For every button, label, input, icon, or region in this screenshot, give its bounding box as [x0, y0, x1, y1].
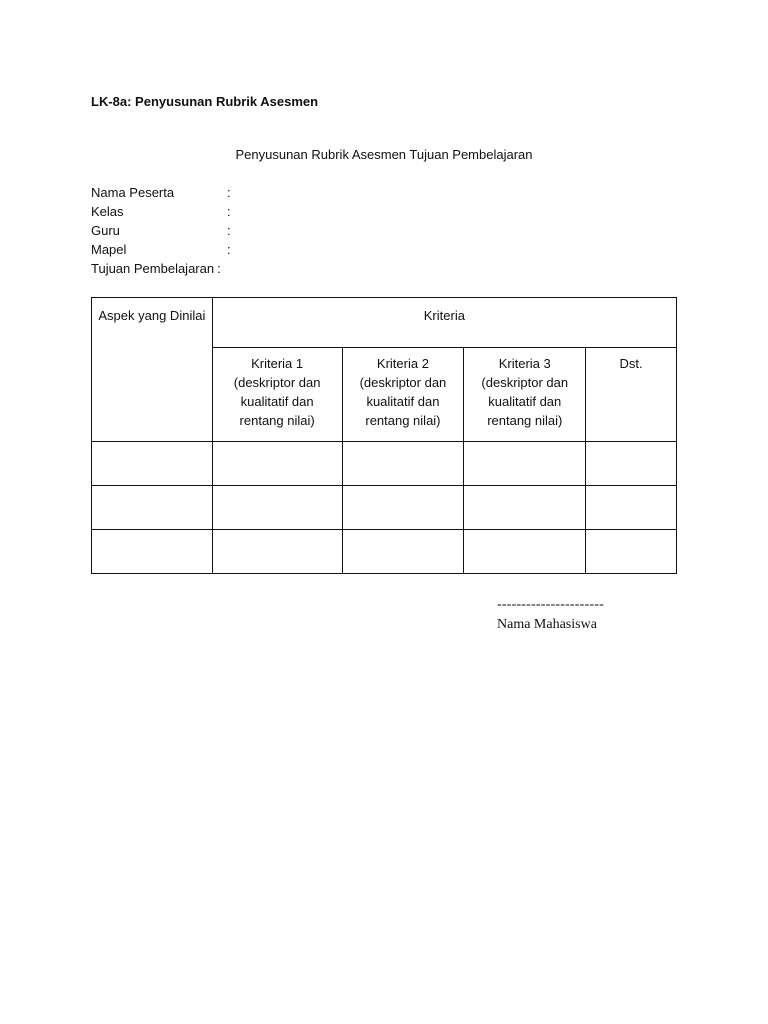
- field-nama-peserta: [91, 184, 231, 203]
- signature-line: ----------------------: [497, 597, 604, 612]
- field-separator: :: [227, 242, 231, 257]
- criteria-column-label: Kriteria 3 (deskriptor dan kualitatif dan rentang nilai): [481, 356, 569, 428]
- table-cell: [212, 530, 342, 574]
- table-cell: [464, 530, 586, 574]
- field-separator: :: [227, 185, 231, 200]
- table-cell: [342, 442, 464, 486]
- criteria-column-dst: [586, 348, 677, 442]
- table-cell: [586, 442, 677, 486]
- criteria-column-label: Dst.: [619, 356, 643, 371]
- field-kelas: [91, 203, 231, 222]
- field-guru: [91, 222, 231, 241]
- rubric-table: [91, 297, 677, 574]
- table-cell: [342, 530, 464, 574]
- table-cell: [212, 486, 342, 530]
- table-cell: [464, 486, 586, 530]
- document-subtitle: Penyusunan Rubrik Asesmen Tujuan Pembelajaran: [235, 147, 533, 162]
- table-cell: [212, 442, 342, 486]
- criteria-column-2: [342, 348, 464, 442]
- table-header-row: [92, 298, 677, 348]
- table-cell: [92, 442, 213, 486]
- table-cell: [586, 530, 677, 574]
- criteria-column-label: Kriteria 2 (deskriptor dan kualitatif dan rentang nilai): [359, 356, 447, 428]
- field-label: Nama Peserta: [91, 185, 175, 200]
- aspect-header-cell: [92, 298, 213, 442]
- field-separator: :: [227, 223, 231, 238]
- participant-fields: [91, 184, 231, 279]
- field-tujuan-pembelajaran: [91, 260, 221, 279]
- criteria-column-label: Kriteria 1 (deskriptor dan kualitatif dan rentang nilai): [233, 356, 321, 428]
- table-cell: [92, 530, 213, 574]
- table-row: [92, 442, 677, 486]
- field-label: Kelas: [91, 204, 124, 219]
- criteria-column-3: [464, 348, 586, 442]
- table-row: [92, 530, 677, 574]
- field-mapel: [91, 241, 231, 260]
- criteria-header-cell: [212, 298, 676, 348]
- field-label: Guru: [91, 223, 120, 238]
- field-label: Mapel: [91, 242, 127, 257]
- aspect-header: Aspek yang Dinilai: [98, 308, 206, 323]
- field-separator: :: [217, 261, 221, 276]
- table-cell: [342, 486, 464, 530]
- criteria-header: Kriteria: [423, 308, 465, 323]
- signature-block: [497, 596, 604, 634]
- table-row: [92, 486, 677, 530]
- table-cell: [92, 486, 213, 530]
- field-label: Tujuan Pembelajaran: [91, 261, 215, 276]
- field-separator: :: [227, 204, 231, 219]
- signature-name: Nama Mahasiswa: [497, 617, 597, 632]
- table-cell: [464, 442, 586, 486]
- criteria-column-1: [212, 348, 342, 442]
- table-cell: [586, 486, 677, 530]
- document-heading: LK-8a: Penyusunan Rubrik Asesmen: [91, 94, 319, 109]
